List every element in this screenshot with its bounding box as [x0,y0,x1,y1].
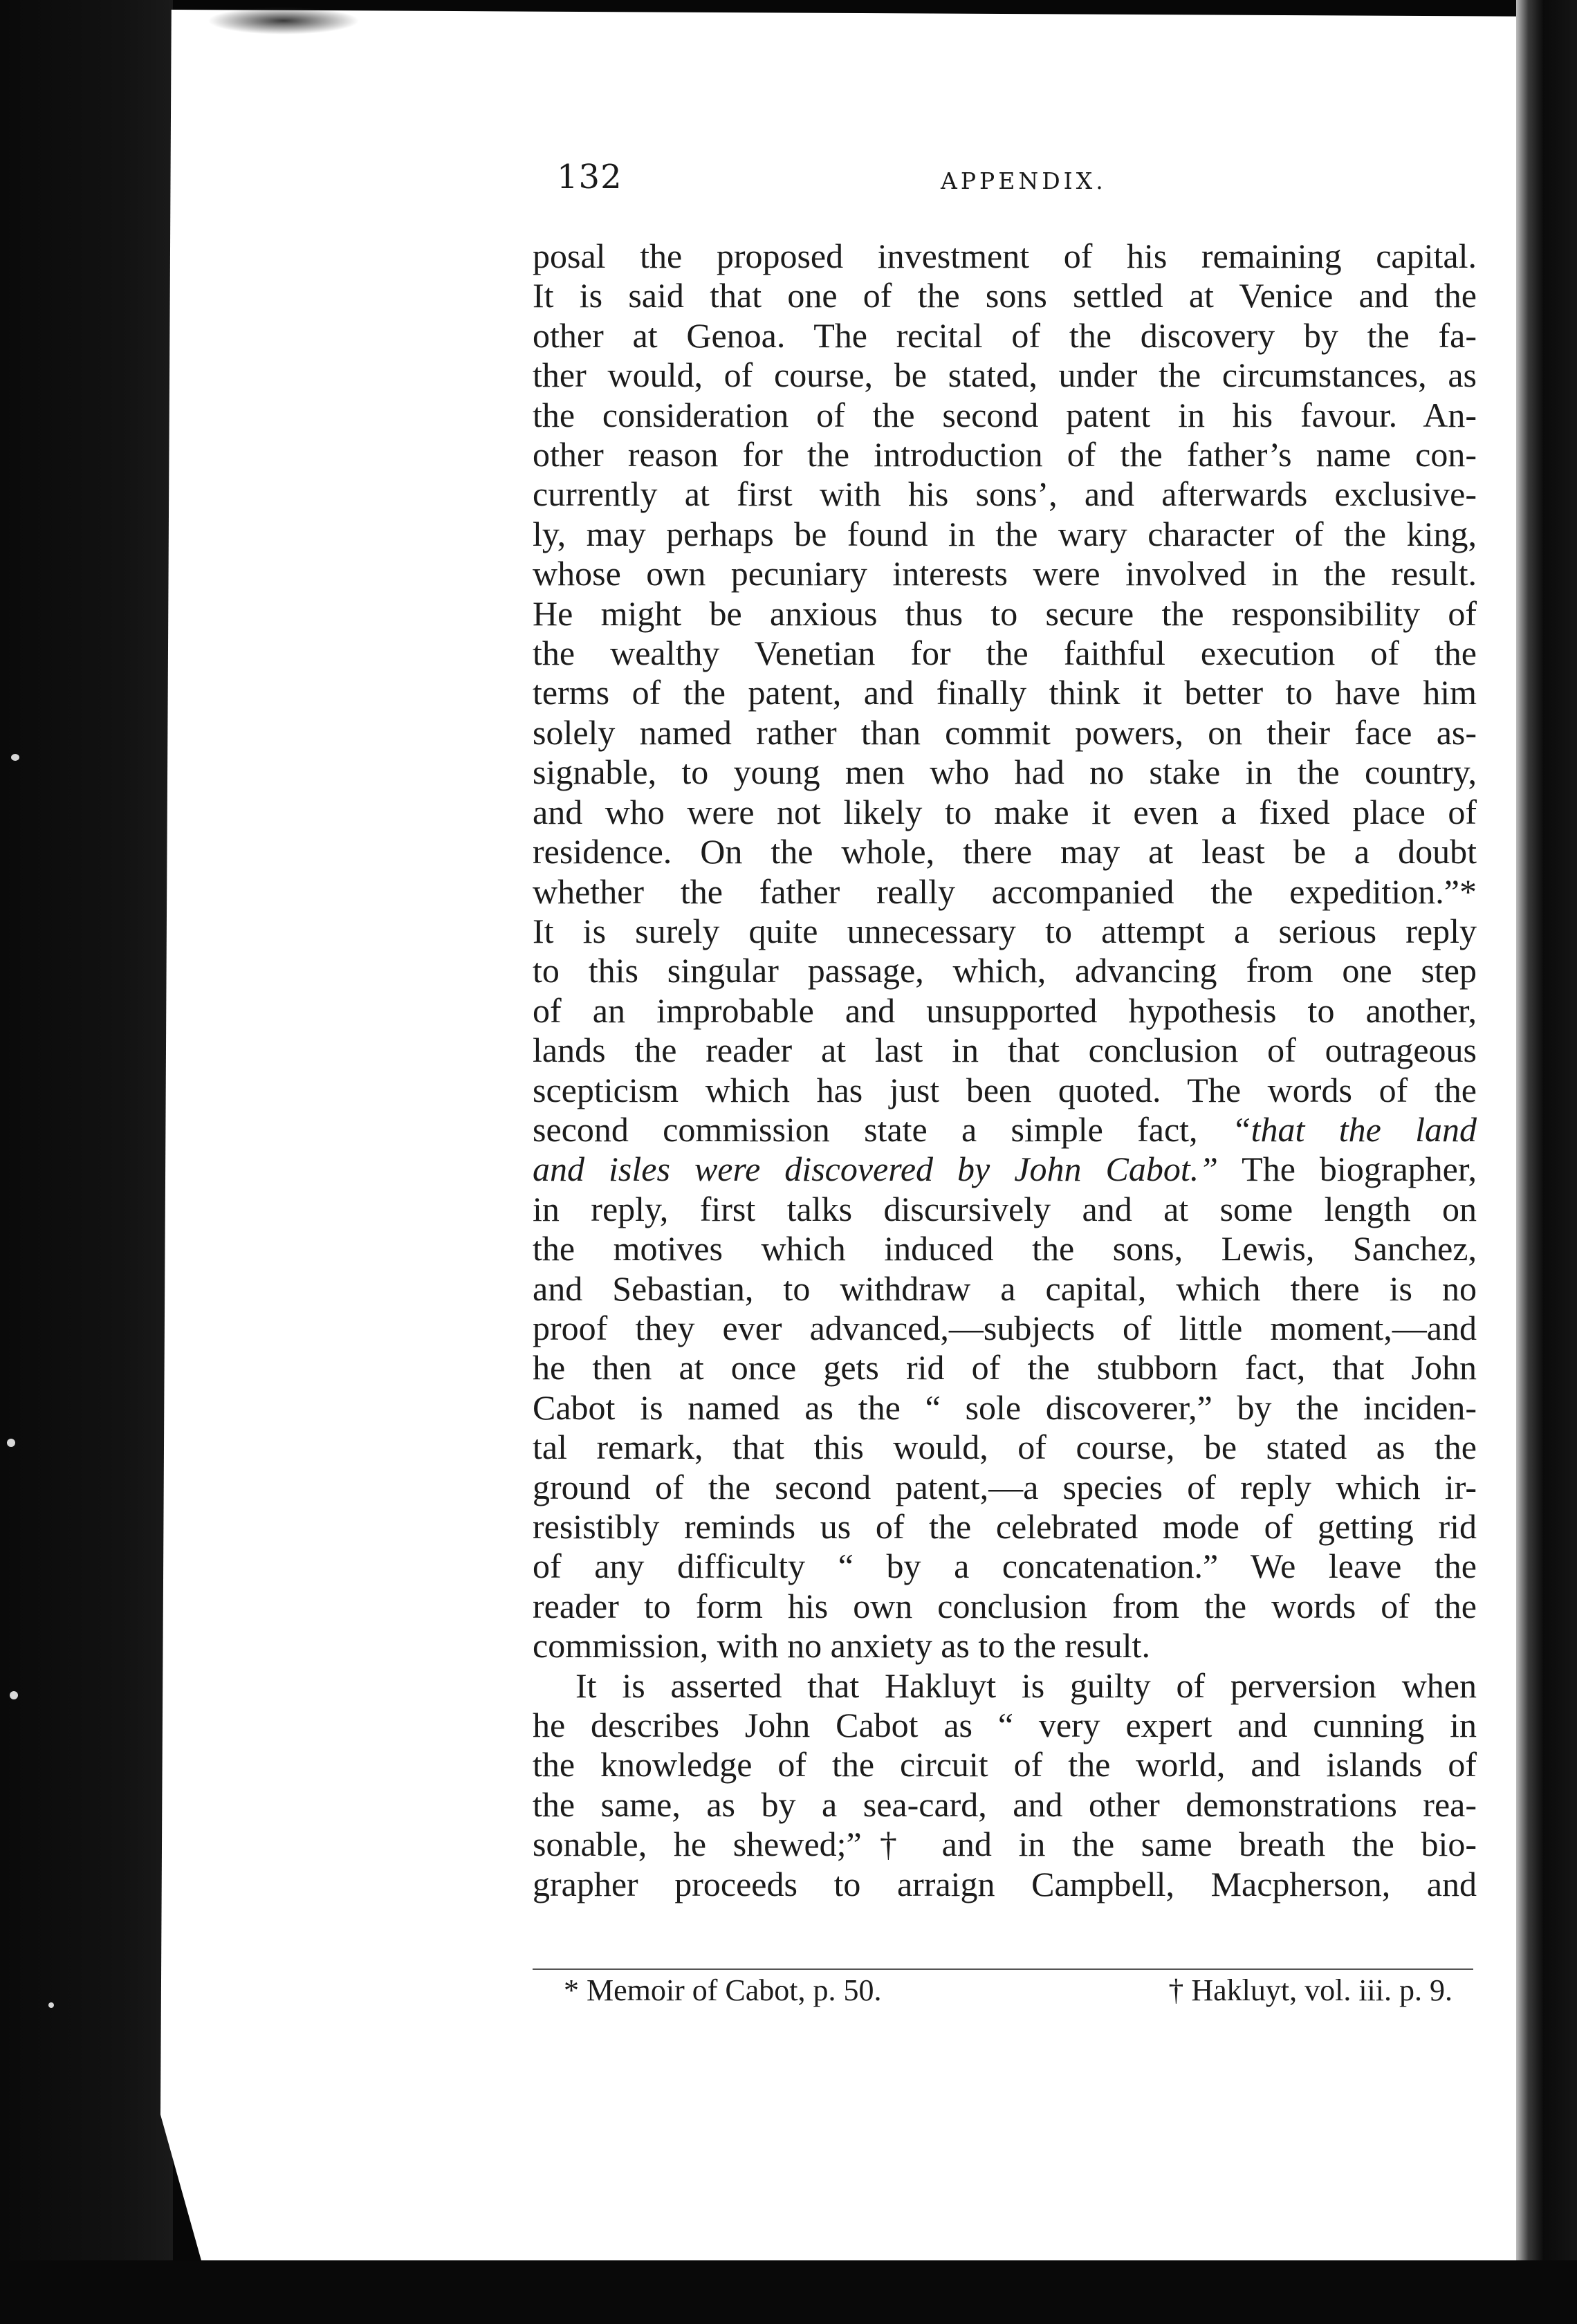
text-line: the same, as by a sea-card, and other demonstrations rea- [533,1784,1477,1824]
text-line: signable, to young men who had no stake in the country, [533,753,1477,792]
running-head: APPENDIX. [941,167,1107,194]
text-line: and Sebastian, to withdraw a capital, which there is no [533,1269,1477,1308]
text-line: other reason for the introduction of the father’s name con- [533,435,1477,474]
text-line: the motives which induced the sons, Lewis, Sanchez, [533,1229,1477,1269]
text-line: Cabot is named as the “ sole discoverer,” by the inciden- [533,1387,1477,1427]
text-line: to this singular passage, which, advancing from one step [533,951,1477,990]
text-line: he then at once gets rid of the stubborn fact, that John [533,1348,1477,1387]
text-line: scepticism which has just been quoted. The words of the [533,1070,1477,1109]
text-line: ly, may perhaps be found in the wary character of the king, [533,514,1477,553]
text-line: currently at first with his sons’, and afterwards exclusive- [533,474,1477,514]
text-line: reader to form his own conclusion from the words of the [533,1586,1477,1625]
page-number: 132 [557,158,622,196]
page-corner-shadow [208,7,360,35]
scan-speck [48,2002,54,2008]
text-line: of an improbable and unsupported hypothesis to another, [533,990,1477,1030]
text-line: It is asserted that Hakluyt is guilty of perversion when [575,1666,1477,1705]
text-line: and who were not likely to make it even a fixed place of [533,792,1477,831]
scan-speck [11,754,19,761]
scan-speck [7,1439,15,1447]
text-line: whether the father really accompanied the expedition.”* [533,872,1477,911]
italic-quote: “that the land [1231,1109,1477,1149]
page-header [557,158,1473,206]
text-line: the consideration of the second patent in his favour. An- [533,395,1477,434]
text-line: other at Genoa. The recital of the discovery by the fa- [533,315,1477,355]
text-line: the wealthy Venetian for the faithful execution of the [533,634,1477,673]
italic-quote: and isles were discovered by John Cabot.” [533,1150,1219,1189]
text-line [533,1110,1477,1150]
text-line: he describes John Cabot as “ very expert and cunning in [533,1706,1477,1745]
text-line: resistibly reminds us of the celebrated mode of getting rid [533,1507,1477,1546]
text-line: It is said that one of the sons settled at Venice and the [533,276,1477,315]
text-line: ther would, of course, be stated, under the circumstances, as [533,356,1477,395]
text-line: in reply, first talks discursively and at some length on [533,1189,1477,1228]
text-line: sonable, he shewed;”† and in the same breath the bio- [533,1825,1477,1864]
footnote-rule [533,1968,1473,1970]
text-line: whose own pecuniary interests were involved in the result. [533,554,1477,593]
footnotes [533,1973,1473,2014]
text-line: solely named rather than commit powers, on their face as- [533,712,1477,752]
scan-left-margin [0,0,173,2324]
scan-bottom-edge [0,2260,1577,2324]
text-line: proof they ever advanced,—subjects of little moment,—and [533,1308,1477,1347]
text-line: of any difficulty “ by a concatenation.” We leave the [533,1547,1477,1586]
text-line: residence. On the whole, there may at least be a doubt [533,832,1477,872]
text-run: The biographer, [1218,1150,1477,1189]
text-line: the knowledge of the circuit of the world, and islands of [533,1745,1477,1784]
footnote-hakluyt: † Hakluyt, vol. iii. p. 9. [1168,1973,1452,2007]
text-line [533,1150,1477,1189]
text-line: commission, with no anxiety as to the result. [533,1626,1150,1666]
text-line: He might be anxious thus to secure the responsibility of [533,593,1477,633]
text-line: tal remark, that this would, of course, be stated as the [533,1428,1477,1467]
text-line: posal the proposed investment of his remaining capital. [533,237,1477,275]
footnote-memoir: * Memoir of Cabot, p. 50. [564,1973,882,2007]
scan-right-edge [1516,0,1577,2324]
scan-speck [10,1691,18,1699]
text-line: grapher proceeds to arraign Campbell, Macpherson, and [533,1864,1477,1903]
text-line: terms of the patent, and finally think it better to have him [533,673,1477,712]
text-line: It is surely quite unnecessary to attempt a serious reply [533,911,1477,950]
text-line: ground of the second patent,—a species of reply which ir- [533,1467,1477,1506]
text-run: second commission state a simple fact, [533,1109,1232,1149]
text-line: lands the reader at last in that conclusion of outrageous [533,1031,1477,1070]
body-text [533,237,1477,1904]
